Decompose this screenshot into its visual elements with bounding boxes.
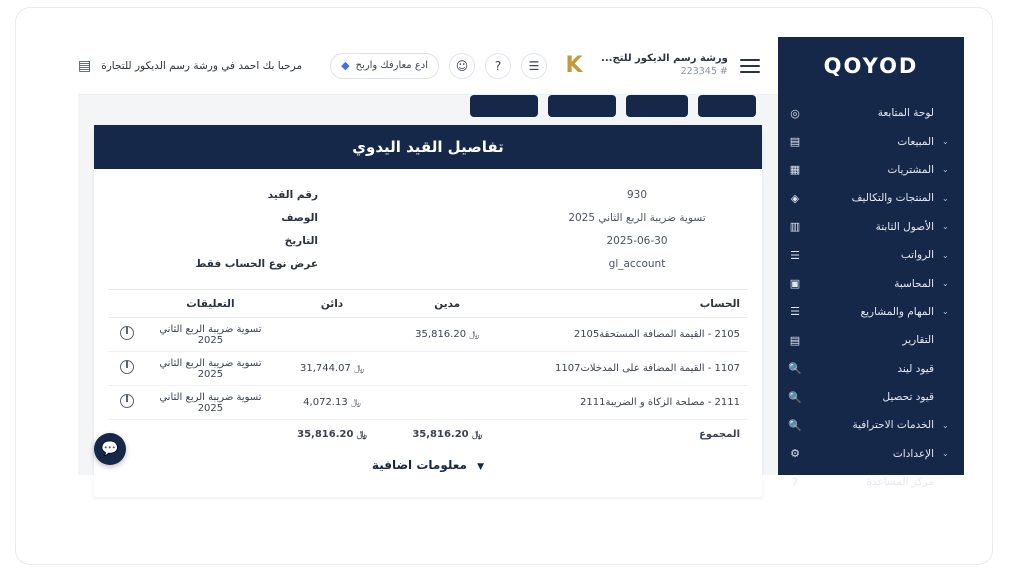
- sidebar-item-label: لوحة المتابعة: [877, 107, 934, 120]
- cell-account: 2111 - مصلحة الزكاة و الضريبة2111: [505, 386, 748, 420]
- sidebar-item-label: المهام والمشاريع: [860, 305, 934, 318]
- column-header-account: الحساب: [505, 290, 748, 318]
- table-total-row: [108, 420, 748, 450]
- action-button-4[interactable]: [470, 95, 538, 117]
- sidebar-item-settings[interactable]: [778, 440, 964, 468]
- cell-actions[interactable]: [108, 318, 146, 352]
- sidebar-item-label: الإعدادات: [892, 447, 934, 460]
- cell-credit: [274, 386, 389, 420]
- action-button-3[interactable]: [548, 95, 616, 117]
- help-glyph: ?: [494, 58, 502, 73]
- chevron-down-icon: ▼: [477, 461, 485, 472]
- sidebar-item-label: المنتجات والتكاليف: [851, 192, 934, 205]
- gem-icon: ◆: [341, 59, 350, 72]
- table-row[interactable]: [108, 318, 748, 352]
- sidebar-item-sales[interactable]: [778, 127, 964, 155]
- currency-symbol: ﷼: [350, 398, 361, 408]
- sidebar-item-label: التقارير: [902, 334, 934, 347]
- dashboard-icon: ◎: [790, 106, 800, 120]
- help-icon[interactable]: [485, 53, 511, 79]
- meta-value: [428, 189, 762, 201]
- currency-symbol: ﷼: [354, 364, 365, 374]
- chevron-down-icon: ⌄: [942, 165, 949, 175]
- meta-label: [94, 258, 428, 270]
- help-icon: ?: [792, 475, 798, 489]
- accounting-icon: ▣: [789, 277, 801, 291]
- entry-meta: [94, 169, 762, 281]
- total-credit-amount: 35,816.20: [297, 429, 354, 441]
- sidebar-item-collection-entries[interactable]: [778, 383, 964, 411]
- sidebar-item-label: قيود ليند: [897, 362, 934, 375]
- payroll-icon: ☰: [790, 248, 800, 262]
- welcome-text: مرحبا بك احمد في ورشة رسم الديكور للتجارة: [101, 59, 303, 72]
- tasks-icon: ☰: [790, 305, 800, 319]
- total-notes: [146, 420, 274, 450]
- page-title: تفاصيل القيد اليدوي: [352, 138, 504, 156]
- chevron-down-icon: ⌄: [942, 449, 949, 459]
- cell-actions[interactable]: [108, 352, 146, 386]
- brand-text: QOYOD: [823, 54, 919, 78]
- date-value: 2025-06-30: [606, 234, 668, 247]
- credit-amount: 4,072.13: [303, 397, 348, 408]
- emoji-icon[interactable]: [449, 53, 475, 79]
- account-type-label: عرض نوع الحساب فقط: [195, 257, 318, 270]
- list-icon[interactable]: [521, 53, 547, 79]
- column-header-debit: مدين: [390, 290, 505, 318]
- reports-icon: ▤: [789, 333, 801, 347]
- gear-icon: ⚙: [790, 447, 800, 461]
- cell-account: 1107 - القيمة المضافة على المدخلات1107: [505, 352, 748, 386]
- referral-button[interactable]: [330, 53, 439, 79]
- pie-chart-icon[interactable]: [120, 394, 134, 408]
- meta-label: [94, 235, 428, 247]
- entry-number-label: رقم القيد: [267, 188, 318, 201]
- currency-symbol: ﷼: [469, 330, 480, 340]
- logo-glyph: K: [565, 53, 583, 78]
- additional-info-toggle[interactable]: [94, 458, 762, 472]
- column-header-credit: دائن: [274, 290, 389, 318]
- chevron-down-icon: ⌄: [942, 193, 949, 203]
- cell-credit: [274, 352, 389, 386]
- hamburger-icon[interactable]: [740, 59, 760, 73]
- application-window: [78, 37, 964, 489]
- assets-icon: ▥: [789, 220, 801, 234]
- sidebar-item-accounting[interactable]: [778, 269, 964, 297]
- total-debit-amount: 35,816.20: [412, 429, 469, 441]
- cell-debit: [390, 352, 505, 386]
- chat-icon[interactable]: 💬: [94, 433, 126, 465]
- topbar-right-group: [78, 58, 316, 74]
- description-value: تسوية ضريبة الربع الثاني 2025: [568, 211, 706, 224]
- meta-row: [94, 252, 762, 275]
- table-row[interactable]: [108, 352, 748, 386]
- company-logo: [557, 49, 591, 83]
- meta-label: [94, 212, 428, 224]
- currency-symbol: ﷼: [472, 430, 483, 441]
- sidebar-item-label: الأصول الثابتة: [875, 220, 934, 233]
- list-glyph: ☰: [528, 58, 540, 73]
- cell-debit: [390, 318, 505, 352]
- emoji-glyph: ☺: [455, 58, 469, 73]
- sidebar-item-bind-entries[interactable]: [778, 355, 964, 383]
- table-body: [108, 318, 748, 450]
- card-title-bar: [94, 125, 762, 169]
- pie-chart-icon[interactable]: [120, 360, 134, 374]
- topbar-left-group: [316, 49, 760, 83]
- chevron-down-icon: ⌄: [942, 279, 949, 289]
- cell-notes: تسوية ضريبة الربع الثاني 2025: [146, 318, 274, 352]
- meta-row: [94, 183, 762, 206]
- sidebar-item-payroll[interactable]: [778, 241, 964, 269]
- date-label: التاريخ: [284, 234, 318, 247]
- chevron-down-icon: ⌄: [942, 307, 949, 317]
- purchases-icon: ▦: [789, 163, 801, 177]
- sidebar-item-tasks-projects[interactable]: [778, 298, 964, 326]
- document-icon[interactable]: ▤: [78, 57, 92, 74]
- journal-lines-table: [108, 289, 748, 450]
- table-header: [108, 290, 748, 318]
- sidebar-item-label: قيود تحصيل: [882, 391, 934, 404]
- action-buttons-row: [94, 95, 762, 117]
- total-credit: [274, 420, 389, 450]
- cell-account: 2105 - القيمة المضافة المستحقة2105: [505, 318, 748, 352]
- meta-value: [428, 258, 762, 270]
- sidebar-item-purchases[interactable]: [778, 156, 964, 184]
- search-icon: 🔍: [788, 390, 802, 404]
- main-content: [78, 95, 778, 475]
- brand-logo[interactable]: [778, 37, 964, 95]
- column-header-notes: التعليقات: [146, 290, 274, 318]
- additional-info-label: معلومات اضافية: [371, 457, 467, 472]
- sidebar-item-label: الرواتب: [900, 249, 934, 262]
- column-header-actions: [108, 290, 146, 318]
- sidebar-item-reports[interactable]: [778, 326, 964, 354]
- action-button-1[interactable]: [698, 95, 756, 117]
- company-info[interactable]: [601, 53, 728, 77]
- account-type-value: gl_account: [608, 257, 666, 270]
- search-icon: 🔍: [788, 362, 802, 376]
- sidebar-item-label: المحاسبة: [894, 277, 934, 290]
- pie-chart-icon[interactable]: [120, 326, 134, 340]
- sidebar-item-label: الخدمات الاحترافية: [852, 419, 934, 432]
- credit-amount: 31,744.07: [299, 363, 351, 374]
- cell-credit: [274, 318, 389, 352]
- browser-frame: [16, 8, 992, 564]
- chevron-down-icon: ⌄: [942, 137, 949, 147]
- cell-notes: تسوية ضريبة الربع الثاني 2025: [146, 386, 274, 420]
- debit-amount: 35,816.20: [415, 329, 467, 340]
- company-name: ورشة رسم الديكور للتج...: [601, 53, 728, 65]
- description-label: الوصف: [281, 211, 318, 224]
- sidebar-item-label: مركز المساعدة: [866, 476, 934, 489]
- sidebar-item-dashboard[interactable]: [778, 99, 964, 127]
- cell-notes: تسوية ضريبة الربع الثاني 2025: [146, 352, 274, 386]
- search-icon: 🔍: [788, 418, 802, 432]
- sidebar-item-label: المبيعات: [897, 135, 934, 148]
- cell-actions[interactable]: [108, 386, 146, 420]
- action-button-2[interactable]: [626, 95, 688, 117]
- sidebar-item-professional-services[interactable]: [778, 411, 964, 439]
- chevron-down-icon: ⌄: [942, 222, 949, 232]
- journal-entry-card: [94, 125, 762, 497]
- currency-symbol: ﷼: [356, 430, 367, 441]
- total-debit: [390, 420, 505, 450]
- cell-debit: [390, 386, 505, 420]
- sidebar-item-label: المشتريات: [887, 163, 934, 176]
- sales-icon: ▤: [789, 135, 801, 149]
- meta-row: [94, 229, 762, 252]
- sidebar-nav: [778, 95, 964, 496]
- table-row[interactable]: [108, 386, 748, 420]
- meta-row: [94, 206, 762, 229]
- topbar: [78, 37, 778, 95]
- meta-value: [428, 212, 762, 224]
- entry-number-value: 930: [626, 188, 648, 201]
- chevron-down-icon: ⌄: [942, 420, 949, 430]
- sidebar-item-products-costs[interactable]: [778, 184, 964, 212]
- sidebar-item-help-center[interactable]: [778, 468, 964, 496]
- sidebar-item-fixed-assets[interactable]: [778, 213, 964, 241]
- chevron-down-icon: ⌄: [942, 250, 949, 260]
- products-icon: ◈: [790, 191, 800, 205]
- company-number: # 223345: [680, 65, 728, 77]
- total-label: المجموع: [505, 420, 748, 450]
- referral-label: ادع معارفك واربح: [355, 60, 429, 71]
- meta-label: [94, 189, 428, 201]
- sidebar: [778, 37, 964, 489]
- meta-value: [428, 235, 762, 247]
